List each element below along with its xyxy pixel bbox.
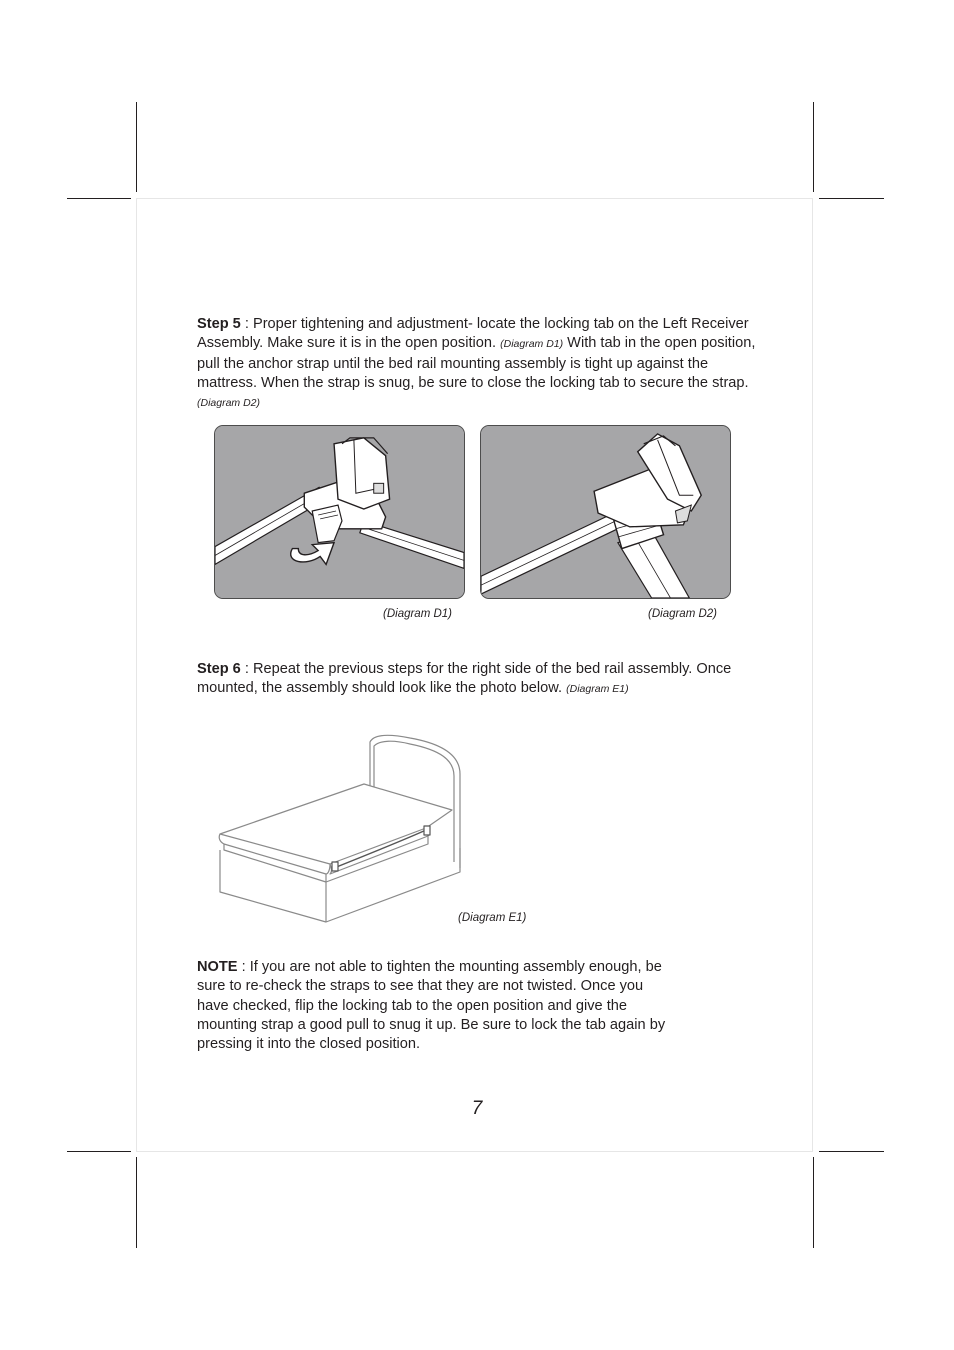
step5-ref-a: (Diagram D1): [500, 338, 564, 351]
crop-mark-bottom-right-horizontal: [819, 1151, 884, 1152]
diagram-d1-caption: (Diagram D1): [383, 608, 453, 620]
step5-ref-b: (Diagram D2): [197, 397, 261, 410]
note-paragraph: [197, 958, 677, 1054]
step5-label: Step 5: [197, 316, 241, 332]
crop-mark-top-left-vertical: [136, 102, 137, 192]
crop-mark-top-right-vertical: [813, 102, 814, 192]
diagram-d2-panel: [480, 425, 731, 599]
diagram-d2-caption: (Diagram D2): [648, 608, 718, 620]
crop-mark-bottom-left-horizontal: [67, 1151, 131, 1152]
diagram-d1-panel: [214, 425, 465, 599]
crop-mark-top-left-horizontal: [67, 198, 131, 199]
crop-mark-bottom-right-vertical: [813, 1157, 814, 1248]
step6-paragraph: [197, 660, 757, 700]
diagram-d1-illustration: [215, 426, 464, 598]
step5-text-b: With tab in the open position, pull the anchor strap until the bed rail mounting assembly is tight up against the mattress. When the strap is snug, be sure to close the locking tab to secure the strap.: [197, 335, 756, 391]
step6-text: : Repeat the previous steps for the right side of the bed rail assembly. Once mounted, the assembly should look like the photo below.: [197, 661, 732, 697]
note-text: : If you are not able to tighten the mounting assembly enough, be sure to re-check the straps to see that they are not twisted. Once you have checked, flip the locking tab to the open position and give the mounting strap a good pull to snug it up. Be sure to lock the tab again by pressing it into the closed position.: [197, 959, 666, 1053]
step5-paragraph: [197, 315, 757, 413]
step5-text-a: : Proper tightening and adjustment- locate the locking tab on the Left Receiver Assembly. Make sure it is in the open position.: [197, 316, 749, 352]
diagram-d2-illustration: [481, 426, 730, 598]
diagram-e1-bed-drawing: [214, 728, 470, 924]
note-label: NOTE: [197, 959, 238, 975]
crop-mark-top-right-horizontal: [819, 198, 884, 199]
page-number: 7: [471, 1098, 483, 1119]
step6-label: Step 6: [197, 661, 241, 677]
step6-ref: (Diagram E1): [566, 683, 629, 696]
crop-mark-bottom-left-vertical: [136, 1157, 137, 1248]
diagram-e1-caption: (Diagram E1): [458, 912, 527, 924]
